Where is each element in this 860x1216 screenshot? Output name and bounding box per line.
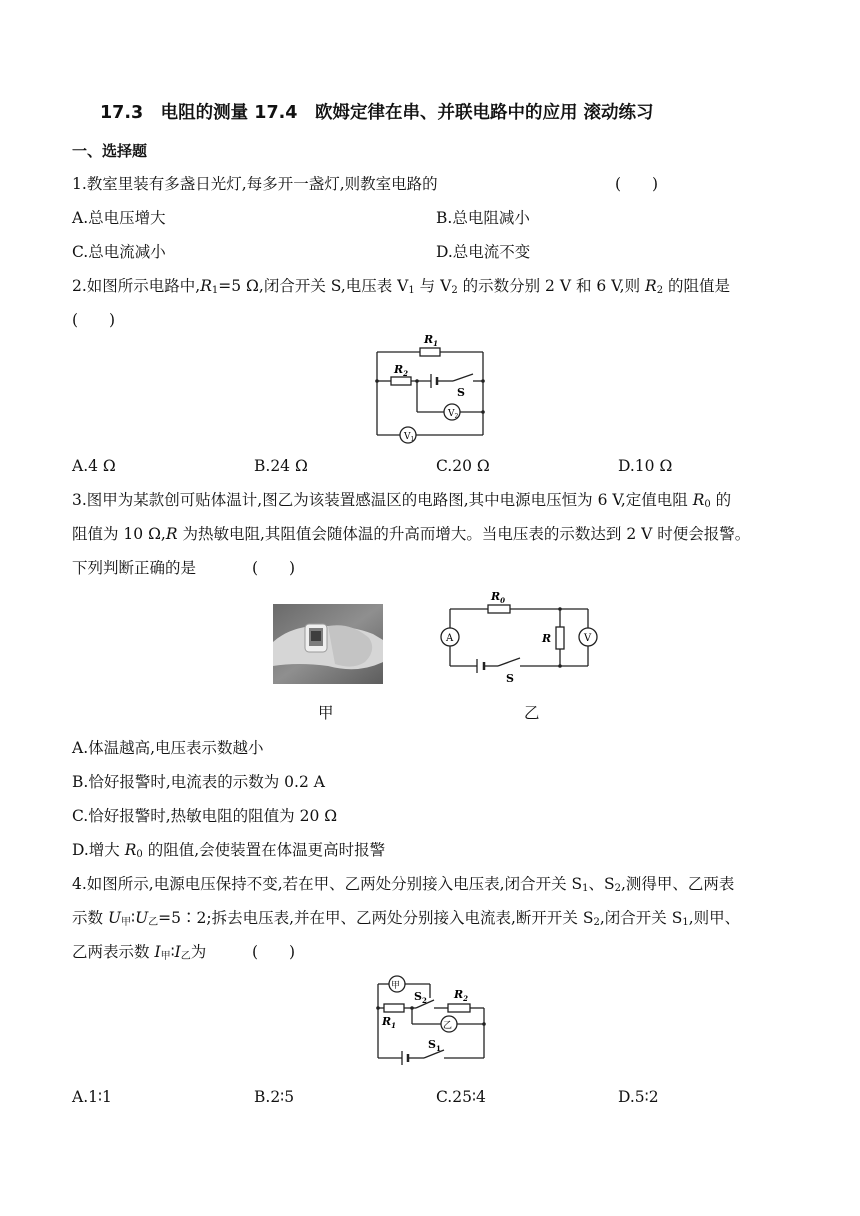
q4-resistor-r2	[448, 1004, 470, 1012]
q1-option-b[interactable]: B.总电阻减小	[436, 209, 530, 227]
svg-text:R1: $R_1$	[382, 1015, 397, 1030]
svg-text:S1: $S_1$	[428, 1038, 441, 1053]
q2-option-c[interactable]: C.20 Ω	[436, 457, 490, 475]
q2-circuit-diagram	[365, 330, 495, 446]
svg-text:S2: $S_2$	[414, 990, 427, 1005]
svg-text:R2: $R_2$	[454, 988, 469, 1003]
q4-stem-line1: 4.如图所示,电源电压保持不变,若在甲、乙两处分别接入电压表,闭合开关 $S_1$、$S_2$,测得甲、乙两表	[72, 875, 735, 894]
q3-circuit-diagram	[440, 586, 605, 686]
q2-switch-s	[453, 374, 473, 381]
q3-option-a[interactable]: A.体温越高,电压表示数越小	[72, 739, 264, 757]
q4-stem-line2: 示数 $U_甲∶U_乙=5∶2$;拆去电压表,并在甲、乙两处分别接入电流表,断开开关 $S_2$,闭合开关 $S_1$,则甲、	[72, 909, 741, 928]
q4-switch-s1	[424, 1050, 444, 1058]
svg-text:R: R	[542, 632, 552, 645]
q2-option-d[interactable]: D.10 Ω	[618, 457, 673, 475]
q1-stem: 1.教室里装有多盏日光灯,每多开一盏灯,则教室电路的	[72, 175, 438, 193]
q2-resistor-r2	[391, 377, 411, 385]
q3-resistor-r0	[488, 605, 510, 613]
svg-text:R2: $R_2$	[394, 363, 409, 378]
q1-option-d[interactable]: D.总电流不变	[436, 243, 531, 261]
q3-label-jia: 甲	[318, 704, 334, 722]
q4-option-d[interactable]: D.5∶2	[618, 1088, 659, 1106]
q3-stem-line2: 阻值为 10 Ω,R 为热敏电阻,其阻值会随体温的升高而增大。当电压表的示数达到 2 V 时便会报警。	[72, 525, 751, 543]
svg-text:S: S	[457, 386, 465, 399]
q3-option-d[interactable]: D.增大 $R_0$ 的阻值,会使装置在体温更高时报警	[72, 841, 386, 860]
q2-option-b[interactable]: B.24 Ω	[254, 457, 308, 475]
q3-thermistor-r	[556, 627, 564, 649]
q4-stem-line3: 乙两表示数 $I_甲∶I_乙$为	[72, 943, 207, 962]
q4-option-c[interactable]: C.25∶4	[436, 1088, 486, 1106]
q1-option-c[interactable]: C.总电流减小	[72, 243, 166, 261]
q3-label-yi: 乙	[524, 704, 540, 722]
svg-text:S: S	[506, 672, 514, 685]
q3-option-b[interactable]: B.恰好报警时,电流表的示数为 0.2 A	[72, 773, 325, 791]
q4-circuit-diagram	[368, 970, 493, 1065]
q2-answer-paren: ( )	[72, 311, 116, 329]
q4-resistor-r1	[384, 1004, 404, 1012]
q3-option-c[interactable]: C.恰好报警时,热敏电阻的阻值为 20 Ω	[72, 807, 338, 825]
section-heading: 一、选择题	[72, 142, 148, 160]
q3-photo-thermometer	[273, 604, 383, 684]
q2-option-a[interactable]: A.4 Ω	[72, 457, 116, 475]
q4-option-b[interactable]: B.2∶5	[254, 1088, 295, 1106]
q4-answer-paren: ( )	[252, 943, 296, 961]
svg-text:V2: $V_2$	[448, 409, 459, 420]
q2-stem-line1: 2.如图所示电路中$,R_1=5$ Ω,闭合开关 S,电压表 $V_1$ 与 $V_2$ 的示数分别 2 V 和 6 V,则 $R_2$ 的阻值是	[72, 277, 730, 296]
q1-option-a[interactable]: A.总电压增大	[72, 209, 166, 227]
q3-switch-s	[498, 658, 520, 666]
svg-text:V: V	[584, 633, 592, 644]
q3-answer-paren: ( )	[252, 559, 296, 577]
q3-stem-line3: 下列判断正确的是	[72, 559, 197, 577]
svg-text:乙: 乙	[443, 1021, 453, 1031]
svg-text:A: A	[446, 633, 454, 644]
svg-text:V1: $V_1$	[404, 432, 415, 443]
svg-text:R0: $R_0$	[491, 590, 506, 605]
page-title: 17.3 电阻的测量 17.4 欧姆定律在串、并联电路中的应用 滚动练习	[100, 103, 654, 123]
q1-answer-paren: ( )	[615, 175, 659, 193]
svg-text:R1: $R_1$	[424, 333, 439, 348]
q2-resistor-r1	[420, 348, 440, 356]
svg-text:甲: 甲	[391, 981, 401, 991]
q3-stem-line1: 3.图甲为某款创可贴体温计,图乙为该装置感温区的电路图,其中电源电压恒为 6 V,定值电阻 $R_0$ 的	[72, 491, 732, 510]
q4-option-a[interactable]: A.1∶1	[72, 1088, 112, 1106]
